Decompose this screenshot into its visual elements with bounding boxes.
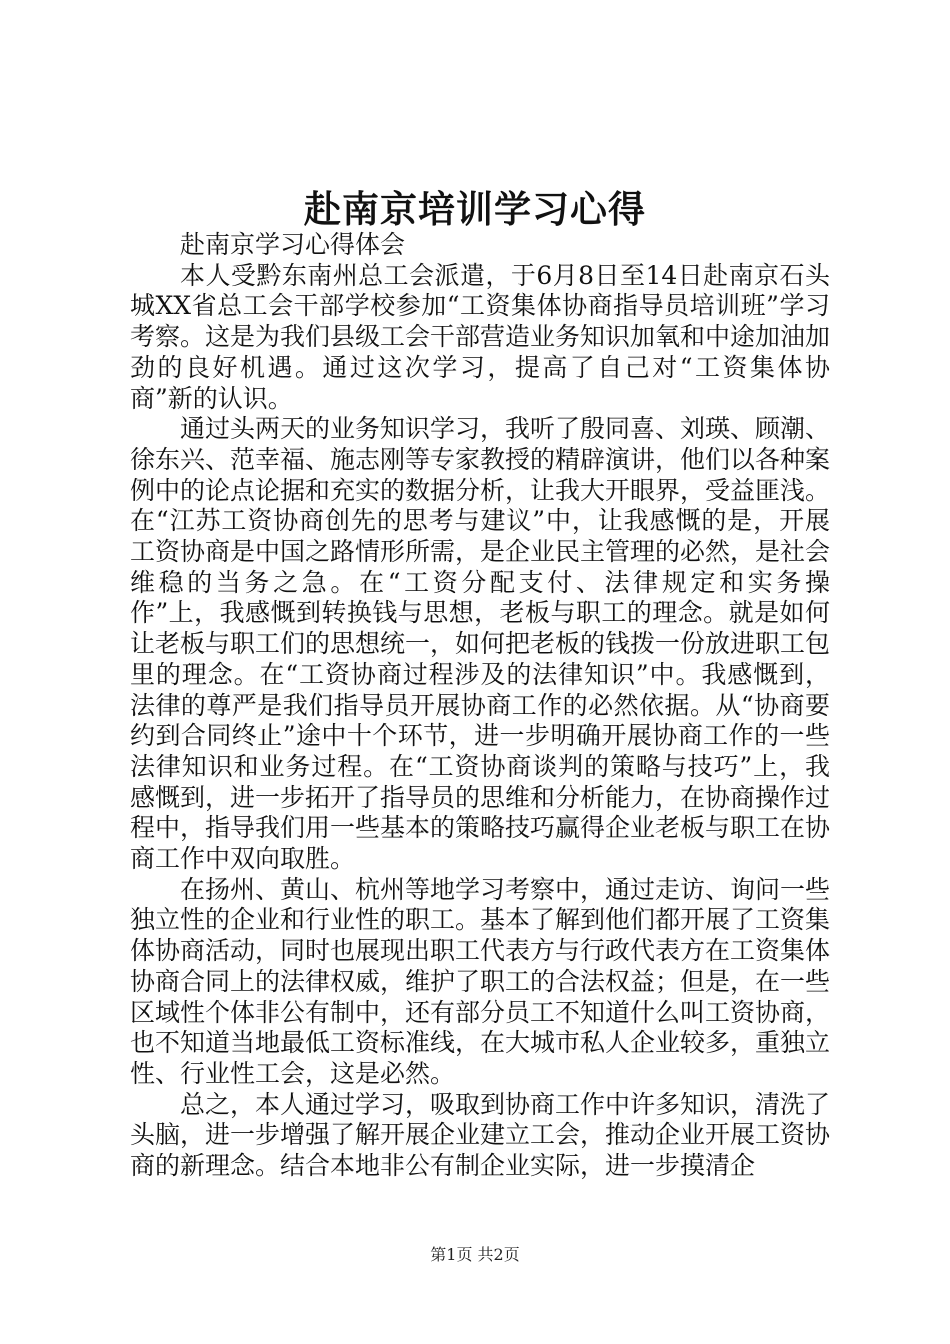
document-body — [130, 230, 830, 1182]
page-number-footer: 第1页 共2页 — [430, 1245, 520, 1264]
document-title: 赴南京培训学习心得 — [304, 187, 646, 231]
body-paragraph: 本人受黔东南州总工会派遣，于6月8日至14日赴南京石头城XX省总工会干部学校参加“工资集体协商指导员培训班”学习考察。这是为我们县级工会干部营造业务知识加氧和中途加油加劲的良好机遇。通过这次学习，提高了自己对“工资集体协商”新的认识。 — [130, 260, 831, 413]
body-paragraph: 在扬州、黄山、杭州等地学习考察中，通过走访、询问一些独立性的企业和行业性的职工。基本了解到他们都开展了工资集体协商活动，同时也展现出职工代表方与行政代表方在工资集体协商合同上的法律权威，维护了职工的合法权益；但是，在一些区域性个体非公有制中，还有部分员工不知道什么叫工资协商，也不知道当地最低工资标准线，在大城市私人企业较多，重独立性、行业性工会，这是必然。 — [130, 874, 831, 1088]
subtitle-paragraph: 赴南京学习心得体会 — [180, 230, 406, 259]
body-paragraph: 总之，本人通过学习，吸取到协商工作中许多知识，清洗了头脑，进一步增强了解开展企业建立工会，推动企业开展工资协商的新理念。结合本地非公有制企业实际，进一步摸清企 — [130, 1089, 831, 1181]
body-paragraph: 通过头两天的业务知识学习，我听了殷同喜、刘瑛、顾潮、徐东兴、范幸福、施志刚等专家教授的精辟演讲，他们以各种案例中的论点论据和充实的数据分析，让我大开眼界，受益匪浅。在“江苏工资协商创先的思考与建议”中，让我感慨的是，开展工资协商是中国之路情形所需，是企业民主管理的必然，是社会维稳的当务之急。在“工资分配支付、法律规定和实务操作”上，我感慨到转换钱与思想，老板与职工的理念。就是如何让老板与职工们的思想统一，如何把老板的钱拨一份放进职工包里的理念。在“工资协商过程涉及的法律知识”中。我感慨到，法律的尊严是我们指导员开展协商工作的必然依据。从“协商要约到合同终止”途中十个环节，进一步明确开展协商工作的一些法律知识和业务过程。在“工资协商谈判的策略与技巧”上，我感慨到，进一步拓开了指导员的思维和分析能力，在协商操作过程中，指导我们用一些基本的策略技巧赢得企业老板与职工在协商工作中双向取胜。 — [130, 414, 831, 874]
